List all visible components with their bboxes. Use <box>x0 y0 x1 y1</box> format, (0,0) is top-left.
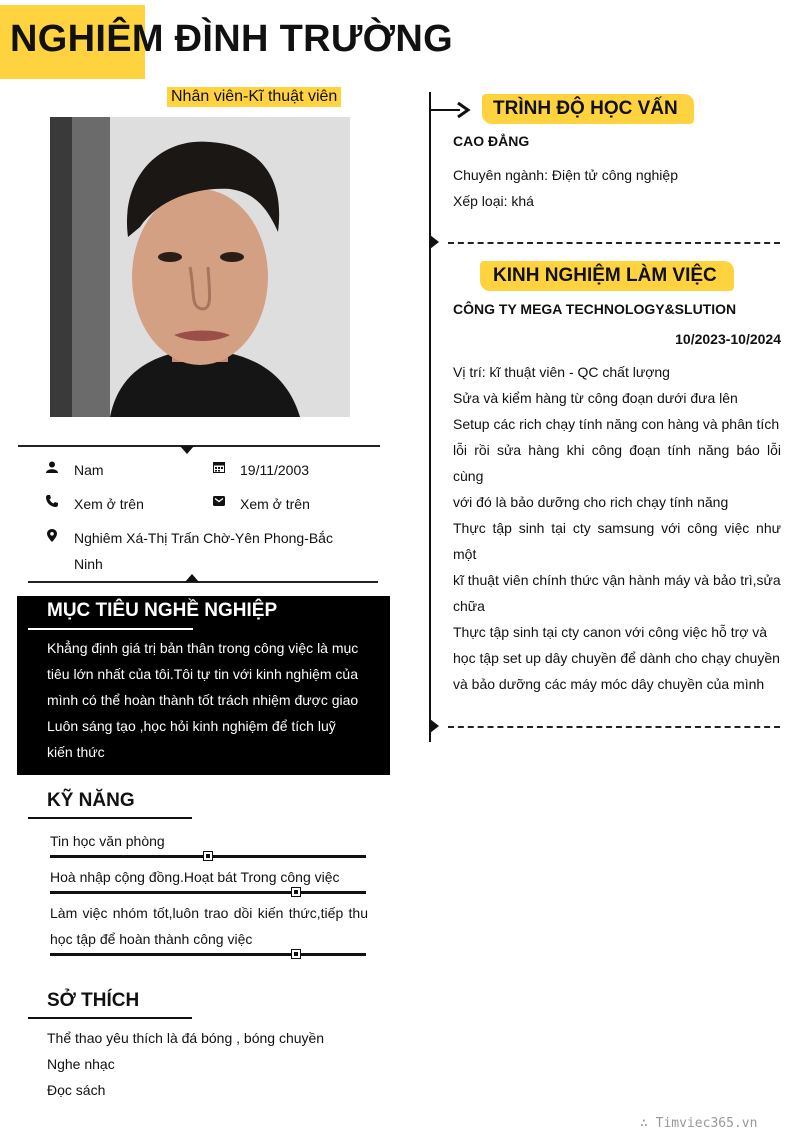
phone-text: Xem ở trên <box>74 496 144 512</box>
skill-level-knob <box>291 887 301 897</box>
brand-dots-icon: ∴ <box>640 1116 656 1131</box>
brand-text: Timviec365.vn <box>655 1116 758 1131</box>
objective-line: mình có thể hoàn thành tốt trách nhiệm được giao <box>47 692 359 708</box>
divider-arrow-down-icon <box>180 446 194 454</box>
skill-level-bar <box>50 891 366 894</box>
hobbies-title: SỞ THÍCH <box>47 990 140 1011</box>
phone-icon <box>46 495 60 509</box>
objective-line: Khẳng định giá trị bản thân trong công việc là mục <box>47 640 359 656</box>
education-title: TRÌNH ĐỘ HỌC VẤN <box>493 98 678 119</box>
calendar-icon <box>213 461 227 475</box>
experience-line: Setup các rich chạy tính năng con hàng và phân tích <box>453 416 780 432</box>
experience-line: Vị trí: kĩ thuật viên - QC chất lượng <box>453 364 670 380</box>
education-major: Chuyên ngành: Điện tử công nghiệp <box>453 167 678 183</box>
experience-line: kĩ thuật viên chính thức vận hành máy và bảo trì,sửa <box>453 572 781 588</box>
timeline-arrow-icon <box>430 100 472 120</box>
objective-title: MỤC TIÊU NGHỀ NGHIỆP <box>47 600 278 621</box>
hobby-item: Thể thao yêu thích là đá bóng , bóng chuyền <box>47 1030 325 1046</box>
divider-arrow-up-icon <box>185 574 199 582</box>
contact-bottom-divider <box>28 581 378 583</box>
experience-line: Sửa và kiểm hàng từ công đoạn dưới đưa lên <box>453 390 738 406</box>
experience-line: chữa <box>453 598 485 614</box>
objective-line: kiến thức <box>47 744 105 760</box>
timeline-marker-icon <box>430 719 439 733</box>
timeline-line <box>429 92 431 742</box>
objective-line: Luôn sáng tạo ,học hỏi kinh nghiệm để tích luỹ <box>47 718 336 734</box>
skill-level-bar <box>50 953 366 956</box>
objective-text <box>47 635 359 765</box>
experience-line: và bảo dưỡng các máy móc dây chuyền của mình <box>453 676 765 692</box>
skill-name: Hoà nhập cộng đồng.Hoạt bát Trong công việc <box>50 869 340 885</box>
experience-period: 10/2023-10/2024 <box>675 331 781 347</box>
objective-line: tiêu lớn nhất của tôi.Tôi tự tin với kinh nghiệm của <box>47 666 359 682</box>
experience-line: học tập set up dây chuyền để dành cho chạy chuyền <box>453 650 780 666</box>
skill-name: Làm việc nhóm tốt,luôn trao dồi kiến thức,tiếp thu học tập để hoàn thành công việc <box>50 905 368 947</box>
experience-line: Thực tập sinh tại cty canon với công việc hỗ trợ và <box>453 624 768 640</box>
skills-title-underline <box>28 817 192 819</box>
experience-title: KINH NGHIỆM LÀM VIỆC <box>493 265 717 286</box>
section-divider <box>448 726 780 728</box>
contact-top-divider <box>18 445 380 447</box>
candidate-name: NGHIÊM ĐÌNH TRƯỜNG <box>10 18 453 60</box>
gender-text: Nam <box>74 462 104 478</box>
hobby-item: Đọc sách <box>47 1082 106 1098</box>
address-line-2: Ninh <box>74 556 103 572</box>
hobby-item: Nghe nhạc <box>47 1056 115 1072</box>
job-title: Nhân viên-Kĩ thuật viên <box>167 87 341 107</box>
profile-photo <box>50 117 350 417</box>
skill-level-knob <box>203 851 213 861</box>
birthday-text: 19/11/2003 <box>240 462 310 478</box>
education-rank: Xếp loại: khá <box>453 193 534 209</box>
address-line-1: Nghiêm Xá-Thị Trấn Chờ-Yên Phong-Bắc <box>74 530 333 546</box>
email-icon <box>213 495 227 509</box>
user-icon <box>46 461 60 475</box>
experience-company: CÔNG TY MEGA TECHNOLOGY&SLUTION <box>453 301 737 317</box>
experience-line: với đó là bảo dưỡng cho rich chạy tính năng <box>453 494 729 510</box>
location-icon <box>47 529 61 543</box>
education-school: CAO ĐẲNG <box>453 133 530 149</box>
experience-line: Thực tập sinh tại cty samsung với công việc như một <box>453 520 781 562</box>
section-divider <box>448 242 780 244</box>
objective-title-underline <box>28 628 193 630</box>
experience-line: lỗi rồi sửa hàng khi công đoạn tính năng báo lỗi cùng <box>453 442 781 484</box>
skill-level-knob <box>291 949 301 959</box>
experience-description <box>453 359 781 697</box>
skills-title: KỸ NĂNG <box>47 790 135 811</box>
timeline-marker-icon <box>430 235 439 249</box>
hobbies-title-underline <box>28 1017 192 1019</box>
skill-name: Tin học văn phòng <box>50 833 165 849</box>
footer-brand <box>640 1116 757 1131</box>
email-text: Xem ở trên <box>240 496 310 512</box>
